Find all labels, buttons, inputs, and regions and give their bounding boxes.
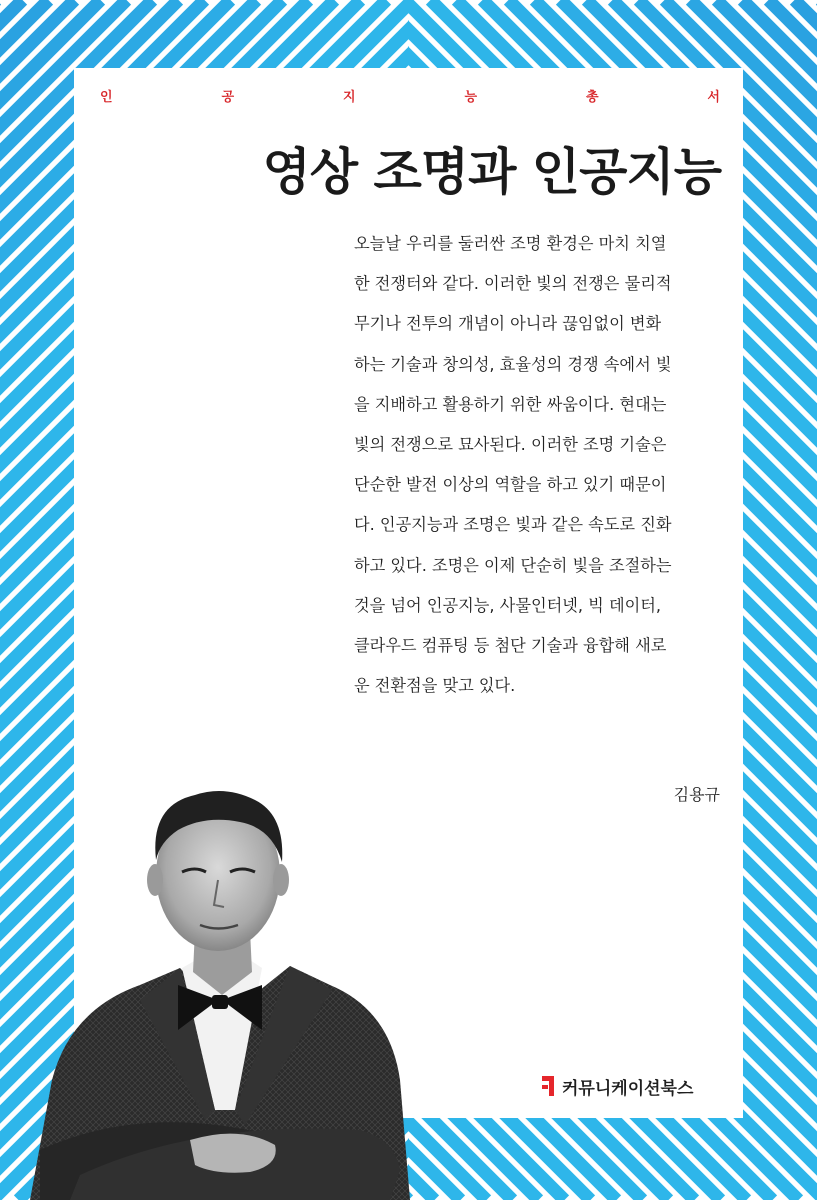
blurb-line: 것을 넘어 인공지능, 사물인터넷, 빅 데이터,	[354, 595, 661, 615]
publisher-logo	[540, 1073, 693, 1099]
blurb-line: 빛의 전쟁으로 묘사된다. 이러한 조명 기술은	[354, 435, 667, 455]
blurb-line: 한 전쟁터와 같다. 이러한 빛의 전쟁은 물리적	[354, 274, 672, 294]
blurb-line: 클라우드 컴퓨팅 등 첨단 기술과 융합해 새로	[354, 636, 667, 656]
book-title: 영상 조명과 인공지능	[262, 143, 721, 201]
series-char: 공	[221, 89, 235, 105]
blurb-line: 운 전환점을 맞고 있다.	[354, 676, 516, 696]
series-char: 지	[342, 89, 356, 105]
publisher-name: 커뮤니케이션북스	[562, 1078, 694, 1099]
series-label	[100, 84, 720, 106]
blurb-line: 단순한 발전 이상의 역할을 하고 있기 때문이	[354, 475, 667, 495]
blurb-line: 하는 기술과 창의성, 효율성의 경쟁 속에서 빛	[354, 354, 672, 374]
blurb-line: 무기나 전투의 개념이 아니라 끊임없이 변화	[354, 314, 662, 334]
blurb-line: 다. 인공지능과 조명은 빛과 같은 속도로 진화	[354, 515, 672, 535]
blurb-line: 하고 있다. 조명은 이제 단순히 빛을 조절하는	[354, 555, 672, 575]
series-char: 인	[100, 89, 113, 105]
series-char: 서	[707, 89, 720, 105]
author-name: 김용규	[673, 785, 720, 804]
series-char: 총	[585, 89, 599, 105]
cover-blurb	[354, 224, 720, 706]
blurb-line: 오늘날 우리를 둘러싼 조명 환경은 마치 치열	[354, 234, 667, 253]
series-char: 능	[464, 89, 478, 105]
publisher-mark-icon	[540, 1073, 556, 1099]
blurb-line: 을 지배하고 활용하기 위한 싸움이다. 현대는	[354, 394, 667, 414]
